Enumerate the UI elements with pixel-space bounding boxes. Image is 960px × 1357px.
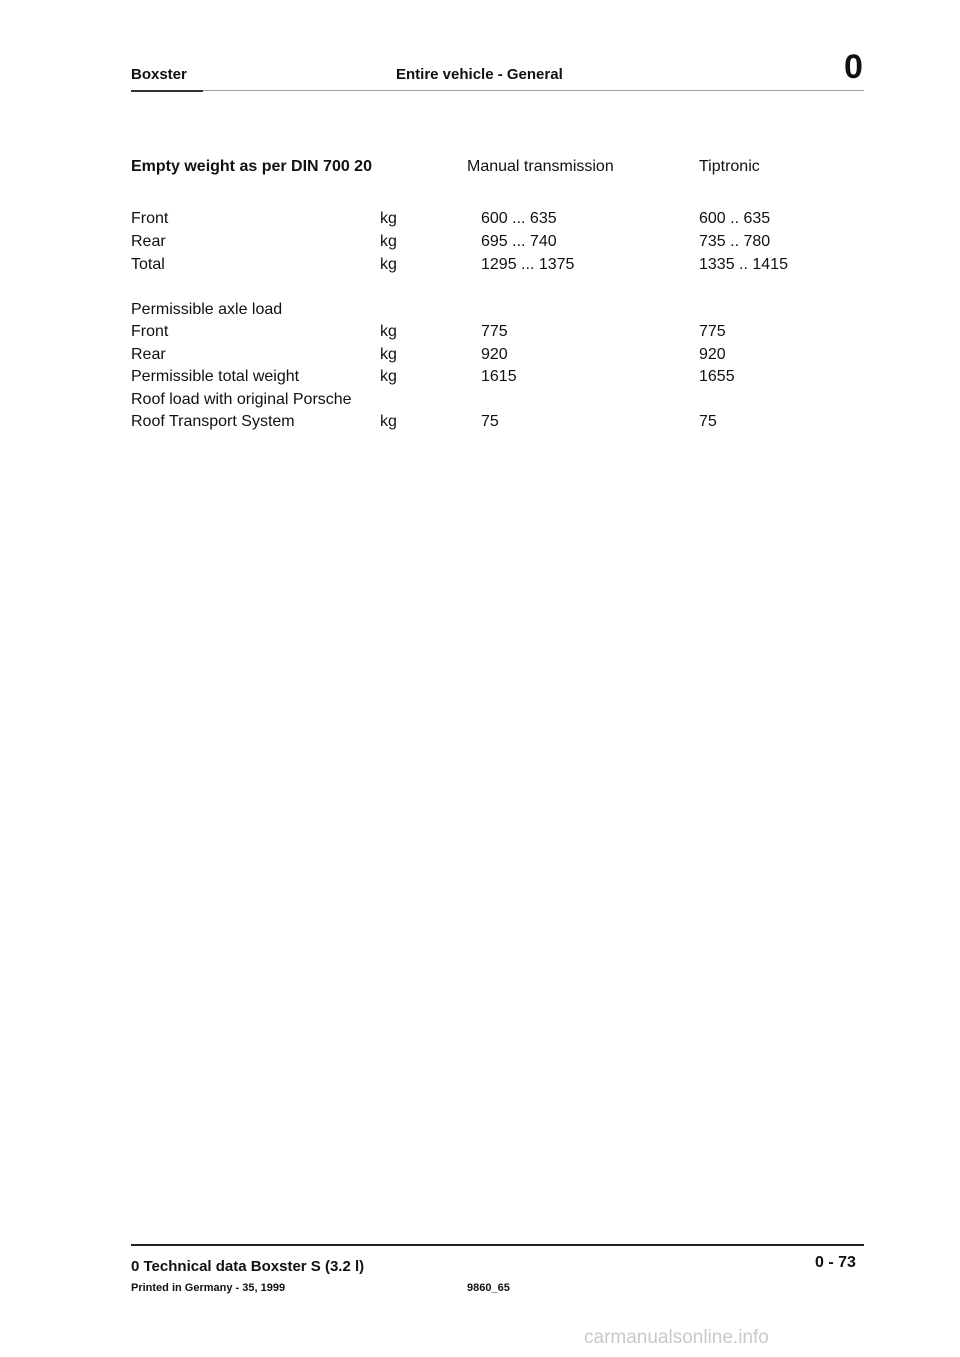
row-unit: kg <box>380 256 397 273</box>
row-manual-value: 75 <box>481 413 499 430</box>
row-tiptronic-value: 735 .. 780 <box>699 233 771 250</box>
watermark: carmanualsonline.info <box>584 1327 769 1348</box>
column-header-manual: Manual transmission <box>467 158 614 175</box>
row-tiptronic-value: 75 <box>699 413 717 430</box>
row-label: Permissible axle load <box>131 301 283 318</box>
footer-code: 9860_65 <box>467 1282 510 1294</box>
row-unit: kg <box>380 233 397 250</box>
row-tiptronic-value: 600 .. 635 <box>699 210 771 227</box>
row-manual-value: 1295 ... 1375 <box>481 256 575 273</box>
footer-page-number: 0 - 73 <box>815 1254 856 1271</box>
row-unit: kg <box>380 346 397 363</box>
row-unit: kg <box>380 210 397 227</box>
row-tiptronic-value: 920 <box>699 346 726 363</box>
row-manual-value: 920 <box>481 346 508 363</box>
header-rule <box>131 90 864 91</box>
header-model: Boxster <box>131 66 187 83</box>
table-title: Empty weight as per DIN 700 20 <box>131 158 372 175</box>
footer-printed: Printed in Germany - 35, 1999 <box>131 1282 286 1294</box>
row-tiptronic-value: 775 <box>699 323 726 340</box>
row-label: Permissible total weight <box>131 368 300 385</box>
footer-rule <box>131 1244 864 1246</box>
row-tiptronic-value: 1655 <box>699 368 735 385</box>
row-unit: kg <box>380 413 397 430</box>
row-label: Rear <box>131 233 166 250</box>
row-label: Front <box>131 323 169 340</box>
row-manual-value: 600 ... 635 <box>481 210 557 227</box>
row-tiptronic-value: 1335 .. 1415 <box>699 256 788 273</box>
row-label: Front <box>131 210 169 227</box>
row-unit: kg <box>380 323 397 340</box>
row-unit: kg <box>380 368 397 385</box>
row-manual-value: 695 ... 740 <box>481 233 557 250</box>
header-chapter: 0 <box>844 48 863 86</box>
row-label: Total <box>131 256 165 273</box>
column-header-tiptronic: Tiptronic <box>699 158 760 175</box>
header-section: Entire vehicle - General <box>396 66 563 83</box>
header-rule-accent <box>131 90 203 92</box>
footer-doc-title: 0 Technical data Boxster S (3.2 l) <box>131 1258 365 1275</box>
row-label: Roof load with original Porsche <box>131 391 352 408</box>
row-label: Rear <box>131 346 166 363</box>
row-manual-value: 775 <box>481 323 508 340</box>
row-label: Roof Transport System <box>131 413 295 430</box>
row-manual-value: 1615 <box>481 368 517 385</box>
